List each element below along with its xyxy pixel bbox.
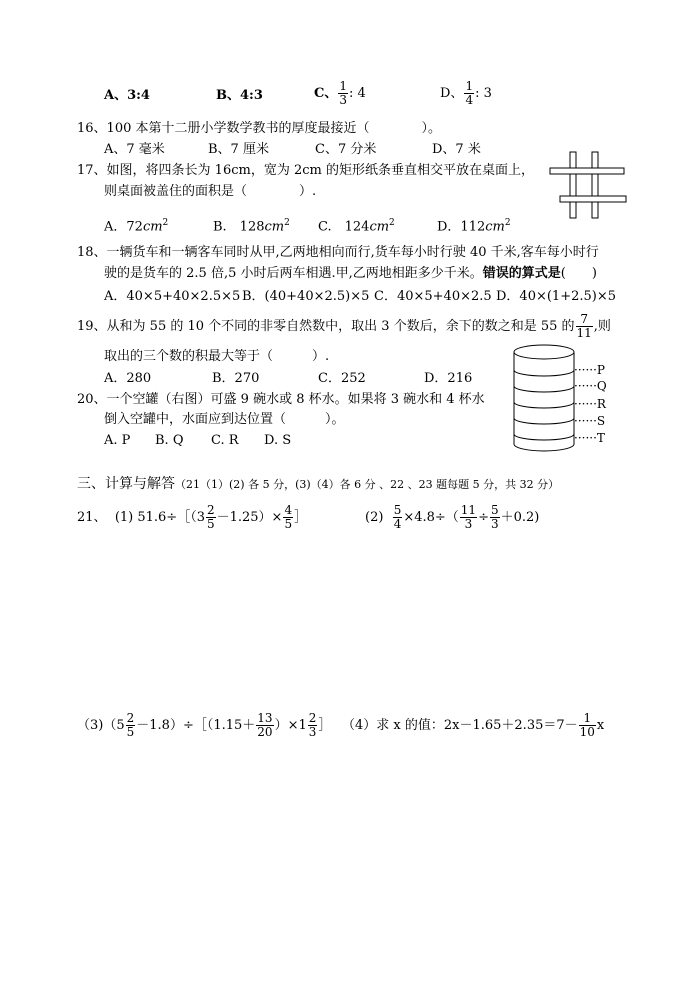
q18-stem-line2: 驶的是货车的 2.5 倍,5 小时后两车相遇.甲,乙两地相距多少千米。错误的算式是( ) xyxy=(104,266,597,281)
q19-option-b: B．270 xyxy=(212,371,260,386)
q16-option-c: C、7 分米 xyxy=(315,142,377,157)
q17-stem-line2: 则桌面被盖住的面积是（ ）. xyxy=(104,184,317,199)
level-s: ······S xyxy=(574,414,606,428)
q19-stem-line1: 19、从和为 55 的 10 个不同的非零自然数中，取出 3 个数后，余下的数之和是 55 的 $\frac{7}{11}$ ,则 xyxy=(77,312,611,340)
q20-stem-line2: 倒入空罐中，水面应到达位置（ ）。 xyxy=(104,412,345,427)
q21-part1: 21、 (1) 51.6÷［（3 $\frac{2}{5}$ －1.25）× $\frac{4}{5}$ ］ xyxy=(77,503,308,531)
q15-option-c: C、 $\frac{1}{3}$ : 4 xyxy=(314,79,366,107)
level-t: ······T xyxy=(574,431,605,445)
q18-option-a: A．40×5+40×2.5×5 xyxy=(104,289,241,304)
q16-option-b: B、7 厘米 xyxy=(208,142,269,157)
level-p: ······P xyxy=(574,363,605,377)
strips-figure xyxy=(548,150,628,222)
q15-option-a: A、3:4 xyxy=(104,88,150,103)
q16-option-d: D、7 米 xyxy=(432,142,481,157)
q19-option-a: A．280 xyxy=(104,371,152,386)
q17-option-b: B. $128cm^2$ xyxy=(213,218,290,235)
q20-stem-line1: 20、一个空罐（右图）可盛 9 碗水或 8 杯水。如果将 3 碗水和 4 杯水 xyxy=(77,392,485,407)
can-figure xyxy=(510,340,578,456)
q20-option-b: B. Q xyxy=(155,433,184,448)
q16-option-a: A、7 毫米 xyxy=(104,142,165,157)
q21-part2: (2) $\frac{5}{4}$ ×4.8÷（ $\frac{11}{3}$ ÷ $\frac{5}{3}$ ＋0.2) xyxy=(365,503,540,531)
section3-heading: 三、计算与解答（21（1）(2) 各 5 分，(3)（4）各 6 分 、22 、23 题每题 5 分，共 32 分） xyxy=(77,476,560,492)
q20-option-c: C. R xyxy=(211,433,239,448)
q21-part4: （4）求 x 的值：2x－1.65＋2.35＝7－ $\frac{1}{10}$ x xyxy=(342,711,605,739)
q19-option-d: D．216 xyxy=(424,371,473,386)
q21-part3: （3)（5 $\frac{2}{5}$ －1.8）÷［（1.15＋ $\frac{13}{20}$ ）×1 $\frac{2}{3}$ ］ xyxy=(77,711,332,739)
q20-option-a: A. P xyxy=(104,433,131,448)
q18-option-b: B．(40+40×2.5)×5 xyxy=(242,289,370,304)
q19-stem-line2: 取出的三个数的积最大等于（ ）. xyxy=(104,349,330,364)
q18-stem-line1: 18、一辆货车和一辆客车同时从甲,乙两地相向而行,货车每小时行驶 40 千米,客车每小时行 xyxy=(77,245,599,260)
q16-stem: 16、100 本第十二册小学数学教书的厚度最接近（ ）。 xyxy=(77,121,441,136)
level-q: ······Q xyxy=(574,379,607,393)
q17-option-c: C. $124cm^2$ xyxy=(318,218,395,235)
q17-option-a: A．$72cm^2$ xyxy=(104,218,169,235)
level-r: ······R xyxy=(574,397,606,411)
q20-option-d: D. S xyxy=(264,433,292,448)
q18-option-d: D．40×(1+2.5)×5 xyxy=(496,289,617,304)
q18-option-c: C．40×5+40×2.5 xyxy=(374,289,492,304)
q15-option-b: B、4:3 xyxy=(216,88,263,103)
q15-option-d: D、 $\frac{1}{4}$ : 3 xyxy=(440,79,492,107)
q19-option-c: C．252 xyxy=(318,371,366,386)
q17-option-d: D．$112cm^2$ xyxy=(437,218,511,235)
q17-stem-line1: 17、如图，将四条长为 16cm，宽为 2cm 的矩形纸条垂直相交平放在桌面上， xyxy=(77,163,534,178)
